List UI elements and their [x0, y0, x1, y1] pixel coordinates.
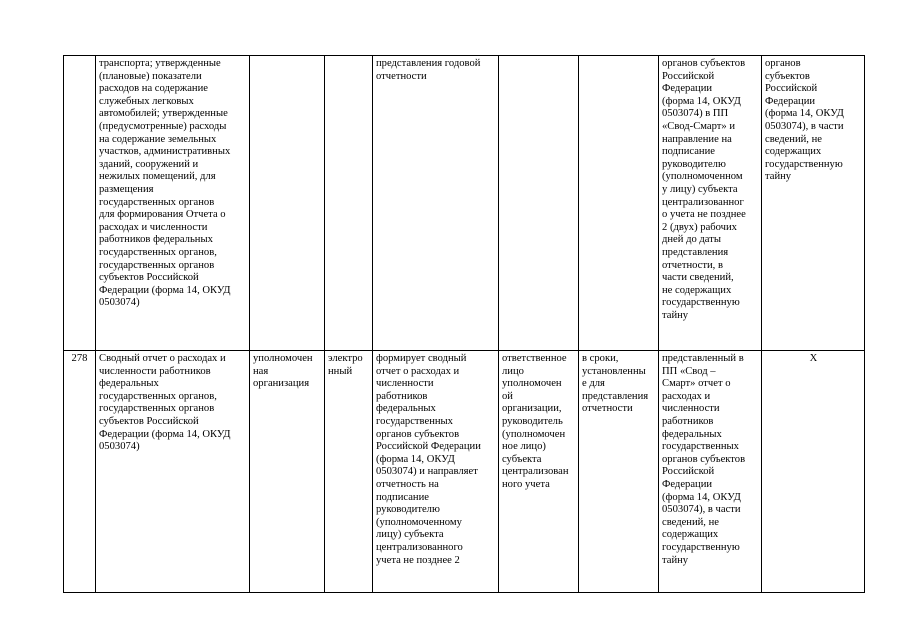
form-cell: электро нный — [325, 351, 373, 593]
form-cell — [325, 56, 373, 351]
deadline-cell — [579, 56, 659, 351]
last-column-cell: органов субъектов Российской Федерации (форма 14, ОКУД 0503074), в части сведений, не содержащих государственную тайну — [762, 56, 865, 351]
last-column-cell: Х — [762, 351, 865, 593]
table-row — [64, 56, 865, 351]
deadline-cell: в сроки, установленны е для представления отчетности — [579, 351, 659, 593]
result-cell: органов субъектов Российской Федерации (форма 14, ОКУД 0503074) в ПП «Свод-Смарт» и направление на подписание руководителю (уполномоченном у лицу) субъекта централизованног о учета не позднее 2 (двух) рабочих дней до даты представления отчетности, в части сведений, не содержащих государственную тайну — [659, 56, 762, 351]
executor-cell: уполномочен ная организация — [250, 351, 325, 593]
responsible-cell: ответственное лицо уполномочен ой организации, руководитель (уполномочен ное лицо) субъекта централизован ного учета — [499, 351, 579, 593]
procedure-cell: представления годовой отчетности — [373, 56, 499, 351]
responsible-cell — [499, 56, 579, 351]
document-name-cell: транспорта; утвержденные (плановые) показатели расходов на содержание служебных легковых автомобилей; утвержденные (предусмотренные) расходы на содержание земельных участков, административных зданий, сооружений и нежилых помещений, для размещения государственных органов для формирования Отчета о расходах и численности работников федеральных государственных органов, государственных органов субъектов Российской Федерации (форма 14, ОКУД 0503074) — [96, 56, 250, 351]
row-number-cell: 278 — [64, 351, 96, 593]
row-number-cell — [64, 56, 96, 351]
document-name-cell: Сводный отчет о расходах и численности работников федеральных государственных органов, государственных органов субъектов Российской Федерации (форма 14, ОКУД 0503074) — [96, 351, 250, 593]
procedure-cell: формирует сводный отчет о расходах и численности работников федеральных государственных органов субъектов Российской Федерации (форма 14, ОКУД 0503074) и направляет отчетность на подписание руководителю (уполномоченному лицу) субъекта централизованного учета не позднее 2 — [373, 351, 499, 593]
table-row — [64, 351, 865, 593]
result-cell: представленный в ПП «Свод – Смарт» отчет о расходах и численности работников федеральных государственных органов субъектов Российской Федерации (форма 14, ОКУД 0503074), в части сведений, не содержащих государственную тайну — [659, 351, 762, 593]
document-table — [63, 55, 865, 593]
executor-cell — [250, 56, 325, 351]
